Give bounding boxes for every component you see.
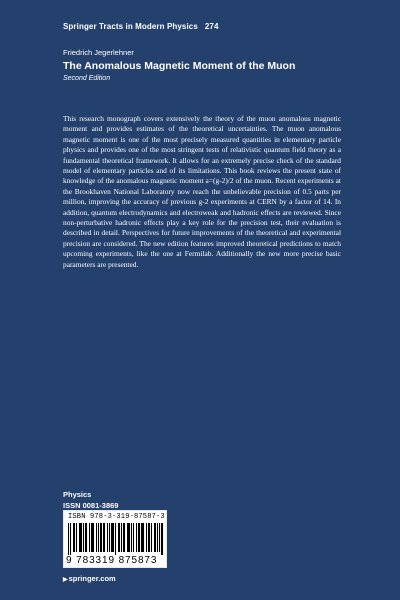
- barcode-bar: [151, 523, 152, 552]
- barcode-bar: [76, 523, 77, 552]
- website-link[interactable]: [63, 574, 116, 583]
- barcode-bar: [121, 523, 122, 552]
- barcode-box: [63, 510, 167, 568]
- arrow-right-icon: ▶: [63, 577, 68, 583]
- author-name: Friedrich Jegerlehner: [63, 48, 134, 57]
- barcode-bar: [96, 523, 97, 552]
- barcode-bar: [70, 523, 71, 555]
- barcode-bar: [161, 523, 162, 555]
- barcode-bar: [136, 523, 137, 552]
- barcode-bar: [154, 523, 155, 552]
- barcode-bar: [91, 523, 92, 552]
- issn-label: ISSN 0081-3869: [63, 501, 119, 510]
- barcode-bar: [103, 523, 104, 552]
- edition-label: Second Edition: [63, 75, 111, 82]
- barcode-bar: [118, 523, 119, 552]
- barcode-bar: [112, 523, 113, 552]
- barcode-bar: [162, 523, 163, 555]
- barcode-digits: 9 783319 875873: [66, 555, 158, 566]
- barcode-bar: [138, 523, 139, 552]
- barcode-bar: [93, 523, 94, 552]
- barcode-bar: [115, 523, 116, 555]
- barcode-bar: [128, 523, 129, 552]
- barcode-bar: [143, 523, 144, 552]
- subject-label: Physics: [63, 490, 92, 499]
- website-label: springer.com: [68, 574, 116, 583]
- barcode-bar: [74, 523, 75, 552]
- barcode-bar: [129, 523, 130, 552]
- barcode-bar: [85, 523, 86, 552]
- barcode-bar: [89, 523, 90, 552]
- barcode-bar: [92, 523, 93, 552]
- barcode-bar: [109, 523, 110, 552]
- isbn-label: ISBN 978-3-319-87587-3: [68, 513, 165, 521]
- barcode-bar: [107, 523, 108, 552]
- barcode-bar: [113, 523, 114, 552]
- series-title: Springer Tracts in Modern Physics 274: [63, 22, 219, 31]
- barcode-bar: [149, 523, 150, 552]
- barcode-bar: [155, 523, 156, 552]
- barcode-bar: [123, 523, 124, 552]
- barcode-bar: [124, 523, 125, 552]
- book-title: The Anomalous Magnetic Moment of the Muon: [63, 60, 296, 72]
- barcode-bar: [98, 523, 99, 552]
- barcode-bar: [73, 523, 74, 552]
- barcode-bar: [111, 523, 112, 552]
- barcode-bar: [142, 523, 143, 552]
- barcode-bar: [148, 523, 149, 552]
- barcode-bar: [68, 523, 69, 555]
- barcode-bar: [141, 523, 142, 552]
- barcode-bar: [131, 523, 132, 552]
- barcode-bar: [127, 523, 128, 552]
- barcode: [68, 523, 164, 555]
- barcode-bar: [100, 523, 101, 552]
- barcode-bar: [80, 523, 81, 552]
- barcode-bar: [139, 523, 140, 552]
- book-description: This research monograph covers extensively the theory of the muon anomalous magnetic moment and provides estimates of the theoretical uncertainties. The muon anomalous magnetic moment is one of the most precisely measured quantities in elementary particle physics and provides one of the most stringent tests of relativistic quantum field theory as a fundamental theoretical framework. It allows for an extremely precise check of the standard model of elementary particles and of its limitations. This book reviews the present state of knowledge of the anomalous magnetic moment a=(g-2)/2 of the muon. Recent experiments at the Brookhaven National Laboratory now reach the unbelievable precision of 0.5 parts per million, improving the accuracy of previous g-2 experiments at CERN by a factor of 14. In addition, quantum electrodynamics and electroweak and hadronic effects are reviewed. Since non-perturbative hadronic effects play a key role for the precision test, their evaluation is described in detail. Perspectives for future improvements of the theoretical and experimental precision are considered. The new edition features improved theoretical predictions to match upcoming experiments, like the one at Fermilab. Additionally the new more precise basic parameters are presented.: [63, 114, 341, 269]
- barcode-bar: [146, 523, 147, 552]
- barcode-bar: [101, 523, 102, 552]
- barcode-bar: [86, 523, 87, 552]
- barcode-bar: [81, 523, 82, 552]
- barcode-bar: [157, 523, 158, 552]
- barcode-bar: [119, 523, 120, 552]
- barcode-bar: [104, 523, 105, 552]
- barcode-bar: [159, 523, 160, 552]
- barcode-bar: [83, 523, 84, 552]
- barcode-bar: [79, 523, 80, 552]
- barcode-bar: [133, 523, 134, 552]
